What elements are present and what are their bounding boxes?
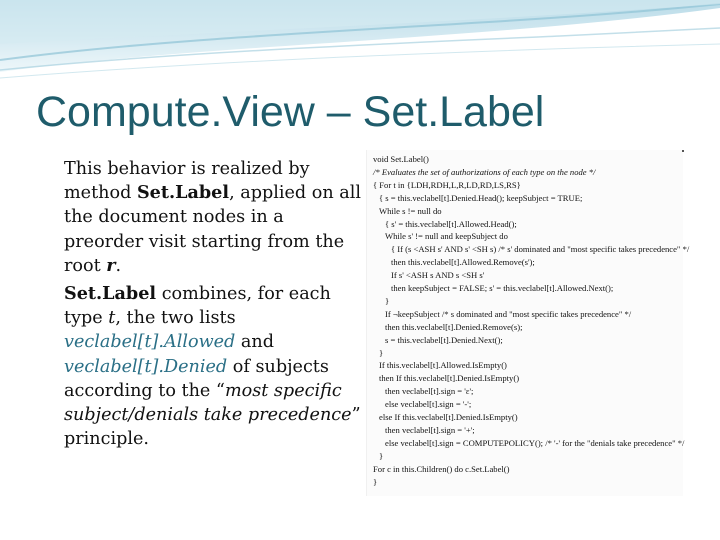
code-line: For c in this.Children() do c.Set.Label() (373, 463, 510, 474)
code-line: /* Evaluates the set of authorizations of each type on the node */ (373, 166, 596, 177)
code-line: { s = this.veclabel[t].Denied.Head(); keepSubject = TRUE; (379, 192, 583, 203)
method-name: Set.Label (64, 283, 157, 305)
text-fragment: , applied on all the document nodes in a preorder visit starting from the root (64, 183, 362, 276)
text-fragment: combines, for each type (64, 284, 331, 329)
code-line: While s != null do (379, 205, 442, 216)
text-fragment: . (115, 255, 122, 276)
code-line: { For t in {LDH,RDH,L,R,LD,RD,LS,RS} (373, 179, 521, 190)
allowed-list-ref: veclabel[t].Allowed (64, 332, 236, 353)
code-line: else veclabel[t].sign = '-'; (385, 399, 472, 410)
code-line: While s' != null and keepSubject do (385, 231, 508, 242)
principle-name: most specific subject/denials take precedence (64, 380, 352, 426)
code-line: If ¬keepSubject /* s dominated and "most specific takes precedence" */ (385, 308, 632, 319)
paragraph-1 (64, 157, 364, 278)
text-fragment: , the two lists (115, 308, 236, 329)
code-line: If this.veclabel[t].Allowed.IsEmpty() (379, 360, 507, 371)
code-line: else If this.veclabel[t].Denied.IsEmpty() (379, 412, 518, 422)
text-fragment: This behavior is realized by method (64, 159, 310, 204)
code-line: } (379, 347, 384, 358)
code-line: } (379, 450, 384, 461)
code-line: If s' <ASH s AND s <SH s' (391, 270, 485, 281)
code-line: then veclabel[t].sign = 'ε'; (385, 386, 474, 397)
code-line: { s' = this.veclabel[t].Allowed.Head(); (385, 218, 517, 229)
text-fragment: and (235, 332, 274, 353)
text-fragment: of subjects according to the “ (64, 356, 329, 401)
text-fragment: ” principle. (64, 405, 361, 450)
code-line: } (373, 476, 378, 487)
code-line: then veclabel[t].sign = '+'; (385, 424, 475, 435)
code-line: then this.veclabel[t].Allowed.Remove(s'); (391, 257, 535, 268)
corner-dot (682, 150, 684, 152)
code-line: { If (s <ASH s' AND s' <SH s) /* s' dominated and "most specific takes precedence" */ (391, 244, 690, 255)
code-line: void Set.Label() (373, 154, 429, 164)
method-name: Set.Label (136, 182, 230, 204)
code-line: else veclabel[t].sign = COMPUTEPOLICY(); /* '-' for the "denials take precedence" */ (385, 437, 685, 448)
denied-list-ref: veclabel[t].Denied (64, 356, 228, 377)
code-line: } (385, 295, 390, 306)
paragraph-2 (64, 282, 364, 451)
code-line: then keepSubject = FALSE; s' = this.veclabel[t].Allowed.Next(); (391, 283, 614, 293)
root-variable: r (106, 254, 116, 276)
slide-title: Compute.View – Set.Label (36, 88, 545, 136)
slide-body (64, 157, 364, 455)
code-line: then If this.veclabel[t].Denied.IsEmpty() (379, 373, 520, 384)
header-wave-decoration (0, 0, 720, 90)
code-line: then this.veclabel[t].Denied.Remove(s); (385, 321, 523, 332)
code-line: s = this.veclabel[t].Denied.Next(); (385, 334, 503, 345)
type-variable: t (108, 308, 116, 329)
code-listing (366, 150, 690, 496)
